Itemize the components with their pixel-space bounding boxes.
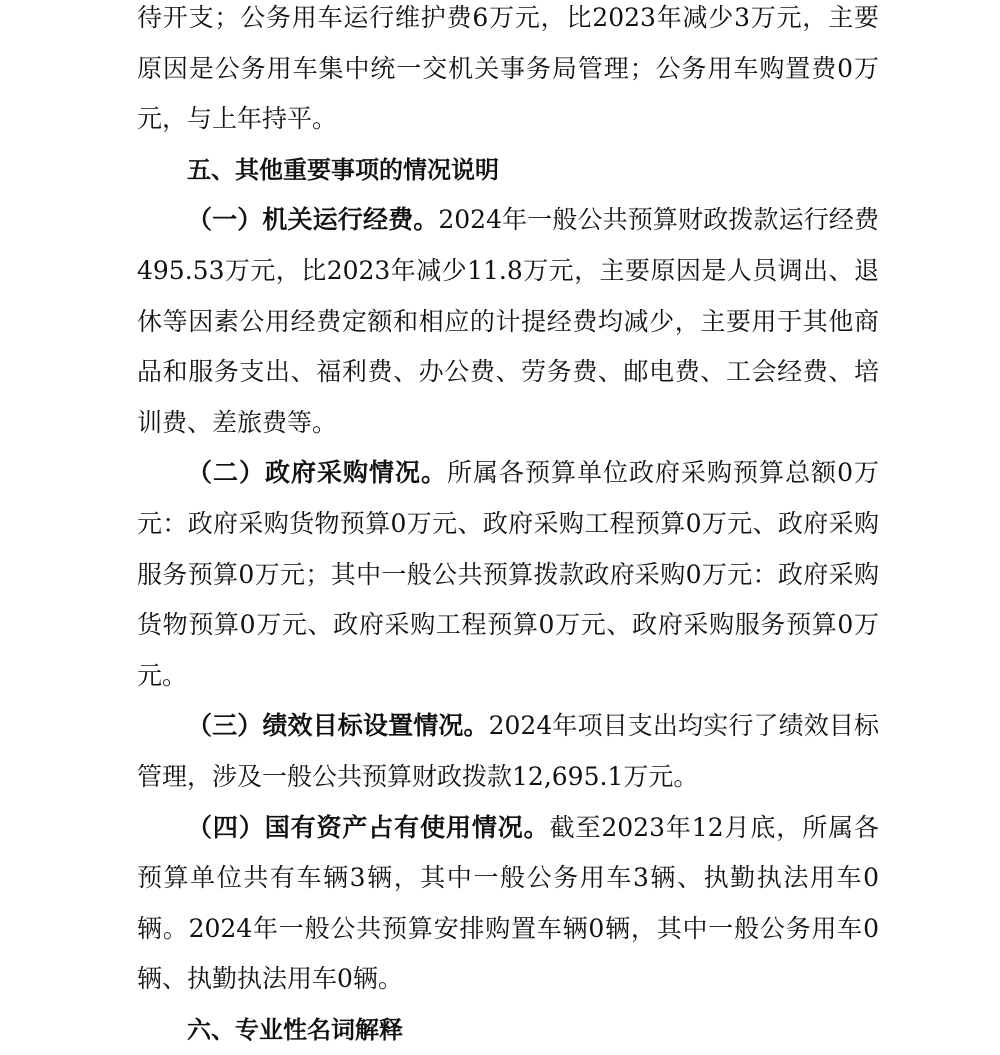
paragraph-body: 截至2023年12月底，所属各预算单位共有车辆3辆，其中一般公务用车3辆、执勤执法用车0辆。2024年一般公共预算安排购置车辆0辆，其中一般公务用车0辆、执勤执法用车0辆。 (137, 812, 879, 994)
section-heading-other-matters: 五、其他重要事项的情况说明 (187, 155, 499, 184)
paragraph-performance-targets (137, 701, 879, 802)
paragraph-operating-expenses (137, 195, 879, 448)
paragraph-body: 所属各预算单位政府采购预算总额0万元：政府采购货物预算0万元、政府采购工程预算0万元、政府采购服务预算0万元；其中一般公共预算拨款政府采购0万元：政府采购货物预算0万元、政府采购工程预算0万元、政府采购服务预算0万元。 (137, 458, 879, 690)
paragraph-state-assets (137, 803, 879, 1005)
paragraph-government-procurement (137, 448, 879, 701)
paragraph-body: 2024年一般公共预算财政拨款运行经费495.53万元，比2023年减少11.8万元，主要原因是人员调出、退休等因素公用经费定额和相应的计提经费均减少，主要用于其他商品和服务支出、福利费、办公费、劳务费、邮电费、工会经费、培训费、差旅费等。 (137, 205, 879, 437)
paragraph-body: 2024年项目支出均实行了绩效目标管理，涉及一般公共预算财政拨款12,695.1万元。 (137, 711, 879, 791)
continuation-paragraph: 待开支；公务用车运行维护费6万元，比2023年减少3万元，主要原因是公务用车集中统一交机关事务局管理；公务用车购置费0万元，与上年持平。 (137, 3, 879, 134)
paragraph-lead: （三）绩效目标设置情况。 (187, 711, 489, 741)
section-heading-glossary: 六、专业性名词解释 (187, 1015, 403, 1044)
paragraph-lead: （四）国有资产占有使用情况。 (187, 812, 550, 842)
paragraph-lead: （一）机关运行经费。 (187, 205, 439, 235)
document-page (137, 0, 879, 1055)
paragraph-lead: （二）政府采购情况。 (187, 458, 448, 488)
